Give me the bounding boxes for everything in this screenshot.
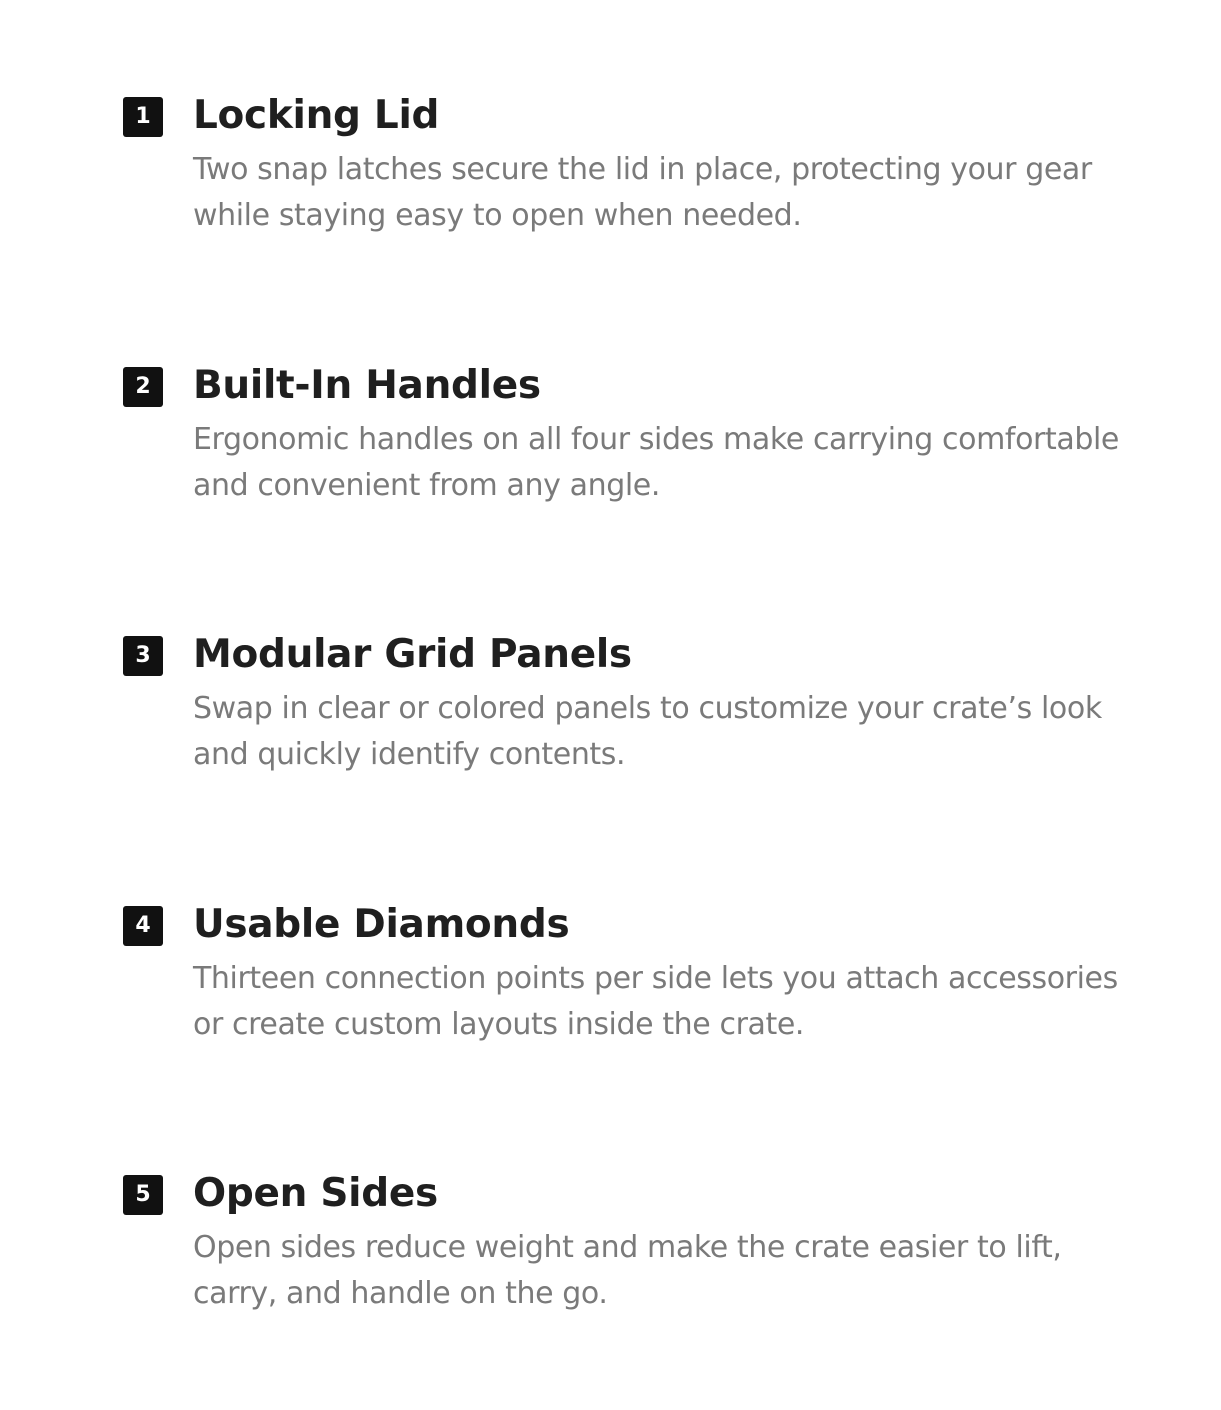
feature-description: Open sides reduce weight and make the crate easier to lift, carry, and handle on the go. <box>193 1230 1062 1311</box>
feature-description: Two snap latches secure the lid in place, protecting your gear while staying easy to open when needed. <box>193 152 1092 233</box>
feature-description: Ergonomic handles on all four sides make carrying comfortable and convenient from any angle. <box>193 422 1119 503</box>
feature-description: Swap in clear or colored panels to customize your crate’s look and quickly identify contents. <box>193 691 1102 772</box>
number-badge: 5 <box>123 1175 163 1215</box>
number-badge: 1 <box>123 97 163 137</box>
number-badge: 2 <box>123 367 163 407</box>
feature-title: Open Sides <box>193 1171 438 1216</box>
feature-title: Built-In Handles <box>193 363 541 408</box>
feature-title: Usable Diamonds <box>193 902 570 947</box>
feature-title: Locking Lid <box>193 93 440 138</box>
number-badge: 3 <box>123 636 163 676</box>
number-badge: 4 <box>123 906 163 946</box>
feature-title: Modular Grid Panels <box>193 632 632 677</box>
feature-description: Thirteen connection points per side lets you attach accessories or create custom layouts inside the crate. <box>193 961 1118 1042</box>
